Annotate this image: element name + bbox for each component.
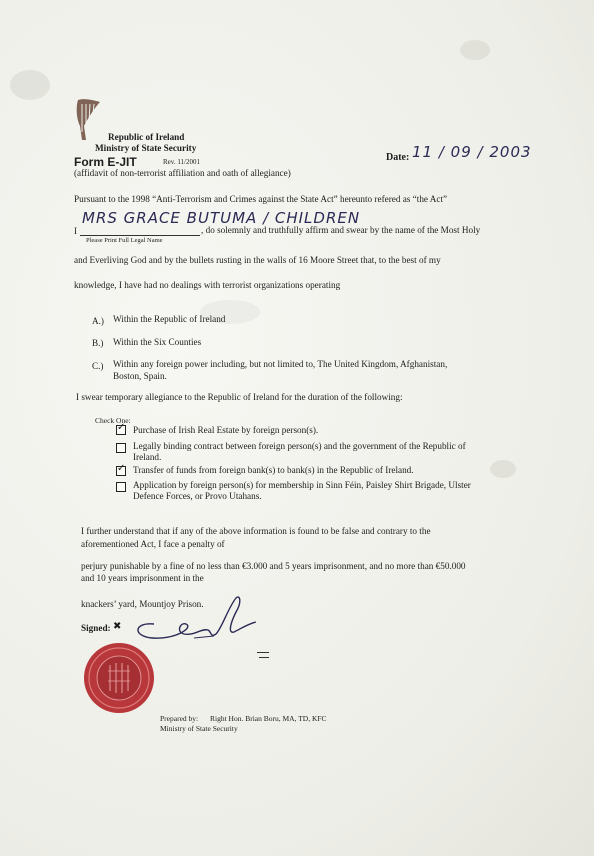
list-item-a: Within the Republic of Ireland — [113, 314, 226, 324]
signed-label: Signed: — [81, 623, 111, 633]
further-line-1: I further understand that if any of the above information is found to be false and contrary to the — [81, 526, 431, 536]
date-value[interactable]: 11 / 09 / 2003 — [412, 143, 532, 161]
option-checkbox-funds-transfer[interactable] — [116, 466, 126, 476]
option-checkbox-real-estate[interactable] — [116, 425, 126, 435]
option-text-contract: Legally binding contract between foreign person(s) and the government of the Republic of — [133, 441, 466, 451]
mark-dash — [259, 657, 269, 658]
further-line-2: aforementioned Act, I face a penalty of — [81, 539, 225, 549]
form-title: Form E-JIT — [74, 155, 137, 169]
list-item-c: Within any foreign power including, but not limited to, The United Kingdom, Afghanistan, — [113, 359, 448, 369]
list-item-c-cont: Boston, Spain. — [113, 371, 167, 381]
oath-line-1: , do solemnly and truthfully affirm and swear by the name of the Most Holy — [201, 225, 481, 235]
name-caption: Please Print Full Legal Name — [86, 237, 163, 244]
name-underline — [80, 235, 200, 236]
prison-line: knackers’ yard, Mountjoy Prison. — [81, 599, 204, 609]
smudge — [490, 460, 516, 478]
name-field[interactable]: MRS GRACE BUTUMA / CHILDREN — [82, 209, 361, 227]
signed-x-mark: ✖ — [113, 621, 122, 632]
list-label-a: A.) — [92, 316, 104, 326]
perjury-line-1: perjury punishable by a fine of no less than €3.000 and 5 years imprisonment, and no more than €50.000 — [81, 561, 466, 571]
option-checkbox-contract[interactable] — [116, 443, 126, 453]
i-prefix: I — [74, 226, 78, 236]
smudge — [460, 40, 490, 60]
wax-seal-icon — [82, 641, 156, 715]
mark-dash — [257, 652, 269, 653]
prepared-by-org: Ministry of State Security — [160, 724, 238, 733]
smudge — [10, 70, 50, 100]
option-text-membership: Application by foreign person(s) for membership in Sinn Féin, Paisley Shirt Brigade, Ulster — [133, 480, 471, 490]
org-name: Republic of Ireland — [108, 132, 185, 142]
harp-logo-icon — [72, 96, 104, 142]
oath-line-3: knowledge, I have had no dealings with terrorist organizations operating — [74, 280, 341, 290]
form-subtitle: (affidavit of non-terrorist affiliation and oath of allegiance) — [74, 168, 291, 178]
allegiance-text: I swear temporary allegiance to the Republic of Ireland for the duration of the following: — [76, 392, 403, 402]
option-text-real-estate: Purchase of Irish Real Estate by foreign person(s). — [133, 425, 319, 435]
option-text-funds-transfer: Transfer of funds from foreign bank(s) to bank(s) in the Republic of Ireland. — [133, 465, 414, 475]
oath-line-2: and Everliving God and by the bullets rusting in the walls of 16 Moore Street that, to the best of my — [74, 255, 441, 265]
list-label-c: C.) — [92, 361, 104, 371]
option-text-contract-cont: Ireland. — [133, 452, 162, 462]
ministry-name: Ministry of State Security — [95, 143, 197, 153]
date-label: Date: — [386, 152, 410, 163]
form-revision: Rev. 11/2001 — [163, 158, 201, 166]
prepared-by-label: Prepared by: — [160, 714, 199, 723]
perjury-line-2: and 10 years imprisonment in the — [81, 573, 204, 583]
list-label-b: B.) — [92, 338, 104, 348]
check-one-label: Check One: — [95, 416, 131, 425]
prepared-by-name: Right Hon. Brian Boru, MA, TD, KFC — [210, 714, 327, 723]
option-checkbox-membership[interactable] — [116, 482, 126, 492]
signature[interactable] — [124, 588, 264, 642]
option-text-membership-cont: Defence Forces, or Provo Utahans. — [133, 491, 262, 501]
list-item-b: Within the Six Counties — [113, 337, 202, 347]
intro-text: Pursuant to the 1998 “Anti-Terrorism and Crimes against the State Act” hereunto refered as “the Act” — [74, 194, 448, 204]
